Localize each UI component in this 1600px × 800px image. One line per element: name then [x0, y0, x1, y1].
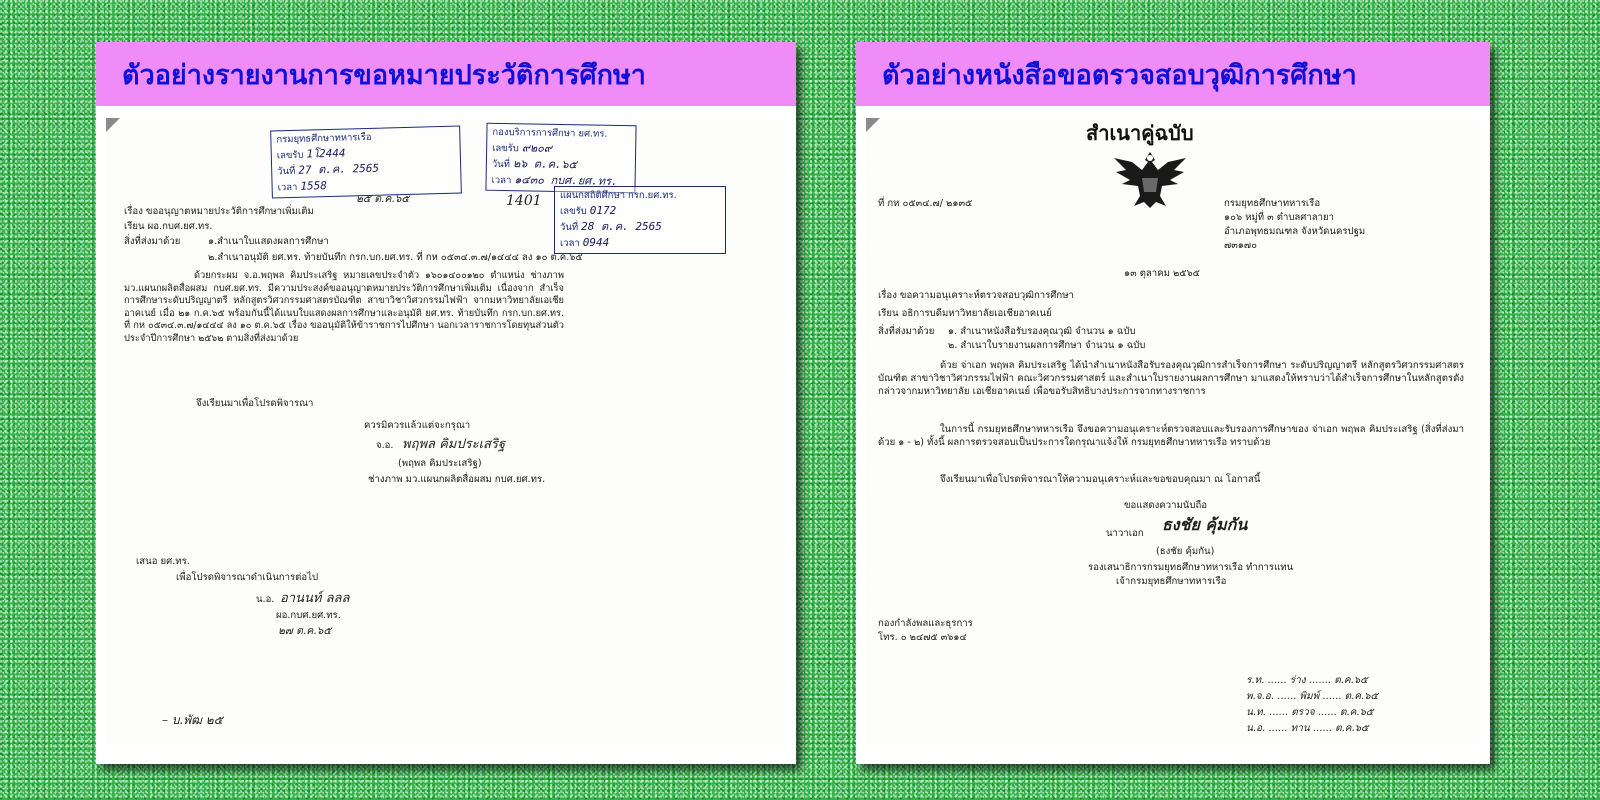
body-paragraph: ด้วยกระผม จ.อ.พฤพล คิมประเสริฐ หมายเลขประจำตัว ๑๖๐๑๔๐๐๑๒๐ ตำแหน่ง ช่างภาพ มว.แผนกผลิตสื่อผสม กบศ.ยศ.ทร. มีความประสงค์ขออนุญาตหมายประวัติการศึกษาเพิ่มเติม เนื่องจาก สำเร็จการศึกษาระดับปริญญาตรี หลักสูตรวิศวกรรมศาสตรบัณฑิต สาขาวิชาวิศวกรรมไฟฟ้า จากมหาวิทยาลัยเอเชียอาคเนย์ เมื่อ ๒๑ ก.ค.๖๕ พร้อมกันนี้ได้แนบใบแสดงผลการศึกษาและอนุมัติ ยศ.ทร. ท้ายบันทึก กรก.บก.ยศ.ทร. ที่ กห ๐๕๓๔.๓.๗/๑๔๔๔ ลง ๑๐ ต.ค.๖๕ เรื่อง ขออนุมัติให้ข้าราชการไปศึกษา นอกเวลาราชการโดยทุนส่วนตัว ประจำปีการศึกษา ๒๕๖๒ ตามสิ่งที่ส่งมาด้วย: [124, 270, 564, 344]
closing-line: จึงเรียนมาเพื่อโปรดพิจารณาให้ความอนุเคราะห์และขอขอบคุณมา ณ โอกาสนี้: [940, 474, 1261, 485]
routing-line-4: น.อ. ...... ทาน ...... ต.ค.๖๕: [1246, 723, 1369, 734]
stamp-number: 1โ2444: [306, 146, 346, 161]
stamp-time: ๑๔๓๐ กบศ.ยศ.ทร.: [514, 172, 618, 188]
stamp-label: เวลา: [491, 174, 512, 186]
enclosure-label: สิ่งที่ส่งมาด้วย: [878, 326, 935, 337]
signer-position: ช่างภาพ มว.แผนกผลิตสื่อผสม กบศ.ยศ.ทร.: [368, 474, 546, 485]
right-banner-title: ตัวอย่างหนังสือขอตรวจสอบวุฒิการศึกษา: [882, 59, 1357, 91]
body-paragraph-1: ด้วย จ่าเอก พฤพล คิมประเสริฐ ได้นำสำเนาหนังสือรับรองคุณวุฒิการสำเร็จการศึกษา ระดับปริญญาตรี หลักสูตรวิศวกรรมศาสตรบัณฑิต สาขาวิชาวิศวกรรมไฟฟ้า คณะวิศวกรรมศาสตร์ และสำเนาใบรายงานผลการศึกษา มาแสดงให้ทราบว่าได้สำเร็จการศึกษาในหลักสูตรดังกล่าวจากมหาวิทยาลัย เอเชียอาคเนย์ เพื่อขอรับสิทธิบางประการจากทางราชการ: [878, 360, 1464, 397]
right-document: [866, 118, 1480, 746]
stamp-date: ๒๖ ต.ค.๖๕: [512, 156, 578, 171]
receive-stamp-1: [270, 126, 462, 199]
closing-line: จึงเรียนมาเพื่อโปรดพิจารณา: [196, 398, 314, 409]
left-example-panel: [96, 42, 796, 764]
receive-stamp-3: [554, 186, 726, 254]
signer-position-2: เจ้ากรมยุทธศึกษาทหารเรือ: [1116, 576, 1227, 587]
signature-handwriting: พฤพล คิมประเสริฐ: [402, 437, 506, 452]
stamp3-note: 1401: [506, 193, 542, 209]
stamp-label: วันที่: [277, 165, 296, 178]
stamp-label: วันที่: [491, 158, 511, 170]
stamp-date: 28 ต.ค. 2565: [581, 219, 662, 233]
stamp-time: 0944: [582, 235, 610, 249]
stamp-time: 1558: [300, 178, 328, 193]
signature-handwriting: ธงชัย คุ้มกัน: [1162, 515, 1248, 534]
stamp-label: เลขรับ: [276, 149, 304, 162]
remark-line: ควรมิควรแล้วแต่จะกรุณา: [364, 420, 471, 431]
stamp-org: กองบริการการศึกษา ยศ.ทร.: [492, 126, 608, 140]
left-banner: [96, 42, 796, 106]
copy-title: สำเนาคู่ฉบับ: [1086, 121, 1194, 145]
enclosure-label: สิ่งที่ส่งมาด้วย: [124, 236, 181, 247]
stamp-org: กรมยุทธศึกษาทหารเรือ: [276, 131, 372, 146]
enclosure-item-2: ๒.สำเนาอนุมัติ ยศ.ทร. ท้ายบันทึก กรก.บก.ยศ.ทร. ที่ กห ๐๕๓๔.๓.๗/๑๔๔๔ ลง ๑๐ ต.ค.๖๕: [208, 252, 583, 263]
org-line-4: ๗๓๑๗๐: [1224, 240, 1257, 251]
signer-name: (ธงชัย คุ้มกัน): [1156, 546, 1215, 557]
stamp-label: เวลา: [277, 181, 298, 193]
approver-rank: น.อ.: [256, 594, 275, 605]
stamp-number: ๙๒๐๙: [521, 141, 553, 155]
approver-signature: อานนท์ ลลล: [280, 591, 350, 606]
org-line-3: อำเภอพุทธมณฑล จังหวัดนครปฐม: [1224, 226, 1366, 237]
org-line-1: กรมยุทธศึกษาทหารเรือ: [1224, 198, 1321, 209]
stamp-label: เวลา: [560, 237, 580, 249]
routing-line-2: พ.จ.อ. ...... พิมพ์ ...... ต.ค.๖๕: [1246, 691, 1379, 702]
right-banner: [856, 42, 1490, 106]
right-example-panel: [856, 42, 1490, 764]
left-banner-title: ตัวอย่างรายงานการขอหมายประวัติการศึกษา: [122, 59, 646, 91]
to-line: เรียน ผอ.กบศ.ยศ.ทร.: [124, 221, 213, 232]
org-line-2: ๑๐๖ หมู่ที่ ๓ ตำบลศาลายา: [1224, 212, 1335, 223]
approver-position: ผอ.กบศ.ยศ.ทร.: [276, 610, 341, 621]
document-date: ๑๓ ตุลาคม ๒๕๖๕: [1124, 268, 1200, 279]
stamp-number: 0172: [589, 203, 617, 217]
regards-line: ขอแสดงความนับถือ: [1124, 500, 1208, 511]
stamp1-note: ๒๕ ต.ค.๖๕: [356, 193, 410, 205]
page-corner-fold: [866, 118, 880, 132]
department-line: กองกำลังพลและธุรการ: [878, 618, 973, 629]
present-request: เพื่อโปรดพิจารณาดำเนินการต่อไป: [176, 572, 319, 583]
stamp-label: เลขรับ: [560, 205, 587, 217]
bottom-handwritten-note: – บ.พัฒ ๒๕: [162, 713, 223, 727]
subject-line: เรื่อง ขอความอนุเคราะห์ตรวจสอบวุฒิการศึกษา: [878, 290, 1074, 301]
body-paragraph-2: ในการนี้ กรมยุทธศึกษาทหารเรือ จึงขอความอนุเคราะห์ตรวจสอบและรับรองการศึกษาของ จ่าเอก พฤพล คิมประเสริฐ (สิ่งที่ส่งมาด้วย ๑ - ๒) ทั้งนี้ ผลการตรวจสอบเป็นประการใดกรุณาแจ้งให้ กรมยุทธศึกษาทหารเรือ ทราบด้วย: [878, 424, 1464, 448]
subject-line: เรื่อง ขออนุญาตหมายประวัติการศึกษาเพิ่มเติม: [124, 206, 314, 217]
stamp-date: 27 ต.ค. 2565: [298, 161, 380, 177]
signer-position-1: รองเสนาธิการกรมยุทธศึกษาทหารเรือ ทำการแทน: [1088, 562, 1294, 573]
page-corner-fold: [106, 118, 120, 132]
enclosure-item-1: ๑. สำเนาหนังสือรับรองคุณวุฒิ จำนวน ๑ ฉบับ: [948, 326, 1136, 337]
routing-line-3: น.ท. ...... ตรวจ ...... ต.ค.๖๕: [1246, 707, 1374, 718]
garuda-emblem-icon: [1108, 148, 1192, 210]
document-number: ที่ กห ๐๕๓๔.๗/ ๒๑๓๕: [878, 198, 973, 209]
enclosure-item-2: ๒. สำเนาใบรายงานผลการศึกษา จำนวน ๑ ฉบับ: [948, 340, 1146, 351]
stamp-label: เลขรับ: [492, 142, 519, 155]
routing-line-1: ร.ท. ...... ร่าง ....... ต.ค.๖๕: [1246, 675, 1368, 686]
telephone-line: โทร. ๐ ๒๔๗๕ ๓๖๑๔: [878, 632, 967, 643]
present-line: เสนอ ยศ.ทร.: [136, 556, 190, 567]
left-document: [106, 118, 786, 746]
signer-name: (พฤพล คิมประเสริฐ): [398, 458, 482, 469]
signer-rank: นาวาเอก: [1106, 528, 1144, 539]
stamp-label: วันที่: [560, 221, 579, 233]
stamp-org: แผนกสถิติศึกษา กรก.ยศ.ทร.: [560, 190, 677, 201]
enclosure-item-1: ๑.สำเนาใบแสดงผลการศึกษา: [208, 236, 329, 247]
to-line: เรียน อธิการบดีมหาวิทยาลัยเอเชียอาคเนย์: [878, 308, 1052, 319]
receive-stamp-2: [485, 123, 636, 193]
signer-rank: จ.อ.: [376, 440, 394, 451]
approver-date: ๒๗ ต.ค.๖๕: [278, 625, 332, 637]
